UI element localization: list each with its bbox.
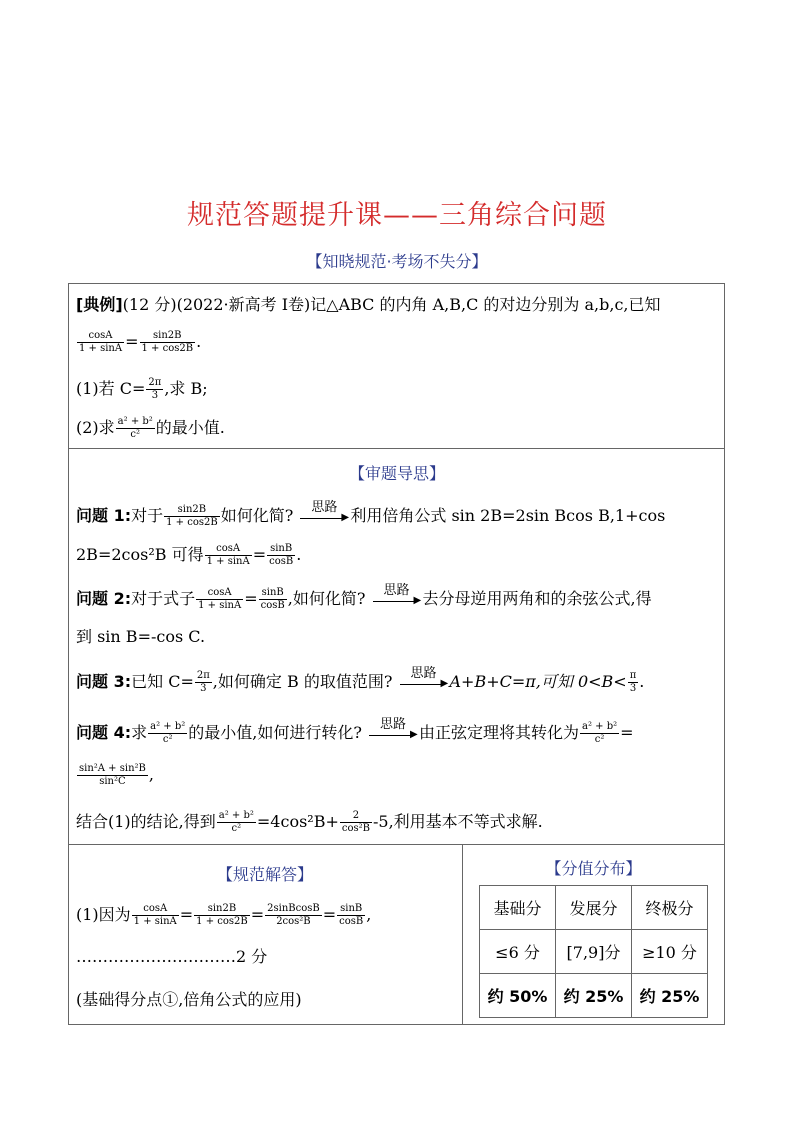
question-2-cont: 到 sin B=-cos C. — [76, 627, 206, 646]
arrow-icon: 思路 ▶ — [300, 506, 348, 528]
table-cell: 约 50% — [480, 974, 556, 1018]
problem-line-1: [典例](12 分)(2022·新高考 Ⅰ卷)记△ABC 的内角 A,B,C 的对边分别为 a,b,c,已知 — [76, 295, 661, 314]
fraction: $\frac{\pi}{3}$ — [629, 670, 637, 694]
table-row — [480, 974, 708, 1018]
fraction: $\frac{\cos A}{1 + \sin A}$ — [133, 903, 177, 927]
score-dots: …………………………2 分 — [76, 947, 268, 966]
problem-part-1: (1)若 C= $\frac{2\pi}{3}$ ,求 B; — [76, 377, 208, 401]
fraction: $\frac{\sin 2B}{1 + \cos 2B}$ — [196, 903, 248, 927]
score-table — [479, 885, 708, 1018]
fraction: $\frac{\text{sin²A + sin²B}}{\text{sin²C}}$ — [79, 763, 146, 787]
arrow-icon: 思路 ▶ — [400, 672, 448, 694]
fraction: $\frac{\cos A}{1 + \sin A}$ — [206, 543, 250, 567]
table-cell: 约 25% — [556, 974, 632, 1018]
fraction: $\frac{\text{a² + b²}}{\text{c²}}$ — [582, 721, 618, 745]
scores-heading: 【分值分布】 — [545, 859, 642, 878]
fraction: $\frac{\text{a² + b²}}{\text{c²}}$ — [150, 721, 186, 745]
question-4-cont: 结合(1)的结论,得到 $\frac{\text{a² + b²}}{\text{c²}}$ =4cos²B+ $\frac{2}{\text{cos²B}}$ -5,利用基本不等式求解. — [76, 810, 543, 834]
fraction: $\frac{\sin B}{\cos B}$ — [260, 587, 285, 611]
fraction: $\frac{2}{\text{cos²B}}$ — [341, 810, 370, 834]
problem-given: $\frac{\cos A}{1 + \sin A}$ = $\frac{\sin 2B}{1 + \cos 2B}$ . — [79, 330, 202, 354]
fraction: $\frac{\text{a² + b²}}{\text{c²}}$ — [218, 810, 254, 834]
table-cell: ≤6 分 — [480, 930, 556, 974]
question-2: 问题 2:对于式子 $\frac{\cos A}{1 + \sin A}$ = $\frac{\sin B}{\cos B}$ ,如何化简? 思路 ▶ 去分母逆用两角和的余弦公式,得 — [76, 582, 652, 611]
table-cell: 基础分 — [480, 886, 556, 930]
table-cell: 约 25% — [632, 974, 708, 1018]
score-note: (基础得分点①,倍角公式的应用) — [76, 990, 302, 1009]
question-1-cont: 2B=2cos²B 可得 $\frac{\cos A}{1 + \sin A}$ = $\frac{\sin B}{\cos B}$ . — [76, 543, 302, 567]
question-4: 问题 4:求 $\frac{\text{a² + b²}}{\text{c²}}$ 的最小值,如何进行转化? 思路 ▶ 由正弦定理将其转化为 $\frac{\text{a² + b²}}{\text{c²}}$ = — [76, 716, 634, 745]
table-cell: 终极分 — [632, 886, 708, 930]
divider — [68, 844, 725, 845]
fraction: $\frac{\text{a² + b²}}{\text{c²}}$ — [117, 416, 153, 440]
fraction: $\frac{\sin B}{\cos B}$ — [269, 543, 294, 567]
arrow-icon: 思路 ▶ — [373, 589, 421, 611]
guide-heading: 【审题导思】 — [348, 464, 445, 483]
fraction: $\frac{\text{2sinBcosB}}{\text{2cos²B}}$ — [267, 903, 320, 927]
problem-part-2: (2)求 $\frac{\text{a² + b²}}{\text{c²}}$ 的最小值. — [76, 416, 225, 440]
fraction: $\frac{\cos A}{1 + \sin A}$ — [79, 330, 123, 354]
page-subtitle: 【知晓规范·考场不失分】 — [306, 252, 488, 271]
fraction: $\frac{\sin B}{\cos B}$ — [339, 903, 364, 927]
arrow-icon: 思路 ▶ — [369, 723, 417, 745]
table-row — [480, 930, 708, 974]
fraction: $\frac{2\pi}{3}$ — [196, 670, 210, 694]
solution-line-1: (1)因为 $\frac{\cos A}{1 + \sin A}$ = $\frac{\sin 2B}{1 + \cos 2B}$ = $\frac{\text{2sinBcosB}}{\text{2cos²B}}$ = $\frac{\sin B}{\cos B}$ , — [76, 903, 372, 927]
fraction: $\frac{\sin 2B}{1 + \cos 2B}$ — [141, 330, 194, 354]
solution-heading: 【规范解答】 — [216, 865, 313, 884]
table-cell: 发展分 — [556, 886, 632, 930]
question-4-fraction: $\frac{\text{sin²A + sin²B}}{\text{sin²C}}$ , — [79, 763, 154, 787]
table-cell: ≥10 分 — [632, 930, 708, 974]
table-cell: [7,9]分 — [556, 930, 632, 974]
question-3: 问题 3:已知 C= $\frac{2\pi}{3}$ ,如何确定 B 的取值范围? 思路 ▶ A+B+C=π,可知 0<B< $\frac{\pi}{3}$ . — [76, 665, 645, 694]
question-1: 问题 1:对于 $\frac{\sin 2B}{1 + \cos 2B}$ 如何化简? 思路 ▶ 利用倍角公式 sin 2B=2sin Bcos B,1+cos — [76, 499, 666, 528]
fraction: $\frac{2\pi}{3}$ — [148, 377, 162, 401]
fraction: $\frac{\cos A}{1 + \sin A}$ — [198, 587, 242, 611]
table-row — [480, 886, 708, 930]
page-title: 规范答题提升课——三角综合问题 — [187, 200, 607, 231]
divider — [68, 448, 725, 449]
fraction: $\frac{\sin 2B}{1 + \cos 2B}$ — [166, 504, 218, 528]
